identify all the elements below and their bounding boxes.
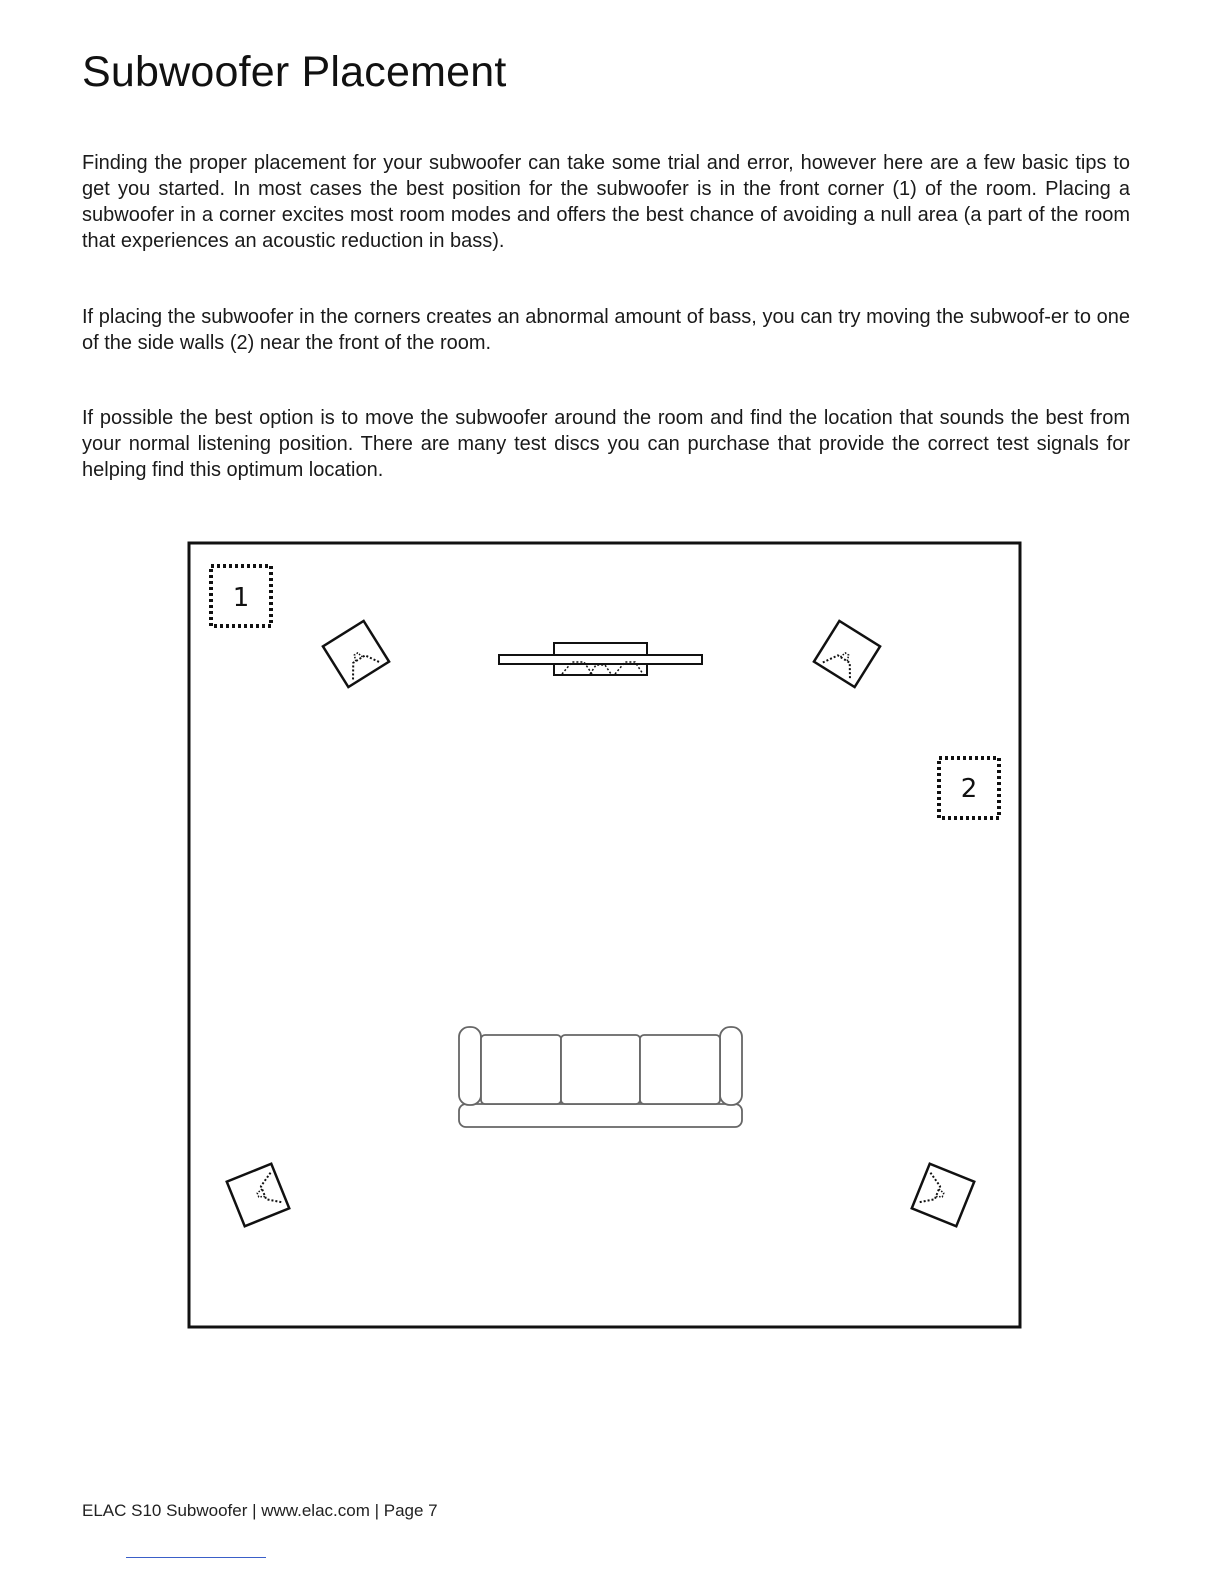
paragraph-intro: Finding the proper placement for your subwoofer can take some trial and error, however here are a few basic tips to get you started. In most cases the best position for the subwoofer is in the front corner (1) of the room. Placing a subwoofer in a corner excites most room modes and offers the best chance of avoiding a null area (a part of the room that experiences an acoustic reduction in bass). (82, 152, 1130, 252)
center-speaker-tv-icon (499, 643, 702, 675)
paragraph-best-option: If possible the best option is to move the subwoofer around the room and find the location that sounds the best from your normal listening position. There are many test discs you can purchase that provide the correct test signals for helping find this optimum location. (82, 407, 1130, 481)
sofa-icon (459, 1027, 742, 1127)
front-right-speaker-icon (814, 621, 880, 687)
page-footer: ELAC S10 Subwoofer | www.elac.com | Page 7 (82, 1501, 438, 1520)
footer-rule (126, 1557, 266, 1558)
subwoofer-position-1-marker (211, 566, 271, 626)
page-title: Subwoofer Placement (82, 48, 507, 96)
position-1-label: 1 (232, 583, 250, 613)
paragraph-side-wall: If placing the subwoofer in the corners creates an abnormal amount of bass, you can try moving the subwoof-er to one of the side walls (2) near the front of the room. (82, 306, 1130, 354)
rear-left-speaker-icon (227, 1164, 289, 1226)
subwoofer-position-2-marker (939, 758, 999, 818)
front-left-speaker-icon (323, 621, 389, 687)
rear-right-speaker-icon (912, 1164, 974, 1226)
position-2-label: 2 (960, 774, 978, 804)
room-placement-diagram (187, 541, 1023, 1331)
